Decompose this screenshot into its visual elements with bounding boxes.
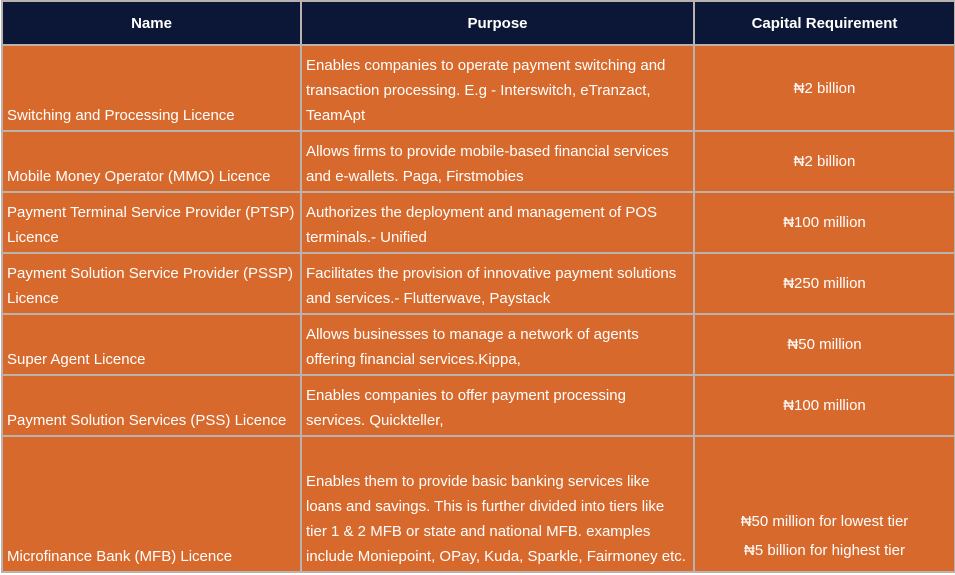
- table-row: [2, 131, 955, 192]
- capital-requirement: [694, 192, 955, 253]
- capital-value-lowest-tier: ₦50 million for lowest tier: [740, 513, 909, 530]
- licence-name: Mobile Money Operator (MMO) Licence: [2, 131, 301, 192]
- capital-requirement: [694, 375, 955, 436]
- table-row: [2, 375, 955, 436]
- table-row: [2, 192, 955, 253]
- licence-name: Payment Terminal Service Provider (PTSP) Licence: [2, 192, 301, 253]
- licence-purpose: Authorizes the deployment and management of POS terminals.- Unified: [301, 192, 694, 253]
- capital-requirement: [694, 253, 955, 314]
- header-name: Name: [2, 1, 301, 45]
- licence-purpose: Allows businesses to manage a network of agents offering financial services.Kippa,: [301, 314, 694, 375]
- licence-name: Switching and Processing Licence: [2, 45, 301, 131]
- capital-requirement: [694, 131, 955, 192]
- header-capital-requirement: Capital Requirement: [694, 1, 955, 45]
- licence-name: Super Agent Licence: [2, 314, 301, 375]
- capital-value: ₦100 million: [783, 397, 866, 414]
- capital-requirement: [694, 45, 955, 131]
- licence-purpose: Facilitates the provision of innovative payment solutions and services.- Flutterwave, Paystack: [301, 253, 694, 314]
- licence-name: Payment Solution Services (PSS) Licence: [2, 375, 301, 436]
- licence-purpose: Allows firms to provide mobile-based financial services and e-wallets. Paga, Firstmobies: [301, 131, 694, 192]
- table-row: [2, 436, 955, 572]
- capital-value: ₦2 billion: [793, 79, 856, 97]
- licence-name: Payment Solution Service Provider (PSSP) Licence: [2, 253, 301, 314]
- capital-requirement: [694, 314, 955, 375]
- capital-value: ₦50 million: [787, 336, 862, 353]
- licence-name: Microfinance Bank (MFB) Licence: [2, 436, 301, 572]
- licence-purpose: Enables companies to offer payment processing services. Quickteller,: [301, 375, 694, 436]
- table-row: [2, 314, 955, 375]
- licence-table: [1, 0, 955, 573]
- table-row: [2, 45, 955, 131]
- header-purpose: Purpose: [301, 1, 694, 45]
- table-row: [2, 253, 955, 314]
- capital-requirement: [694, 436, 955, 572]
- capital-value: ₦250 million: [783, 275, 866, 292]
- capital-value: ₦2 billion: [793, 153, 856, 170]
- capital-value: ₦100 million: [783, 214, 866, 231]
- licence-purpose: Enables companies to operate payment switching and transaction processing. E.g - Interswitch, eTranzact, TeamApt: [301, 45, 694, 131]
- licence-purpose: Enables them to provide basic banking services like loans and savings. This is further divided into tiers like tier 1 & 2 MFB or state and national MFB. examples include Moniepoint, OPay, Kuda, Sparkle, Fairmoney etc.: [301, 436, 694, 572]
- capital-value-highest-tier: ₦5 billion for highest tier: [744, 542, 905, 559]
- table-header-row: [2, 1, 955, 45]
